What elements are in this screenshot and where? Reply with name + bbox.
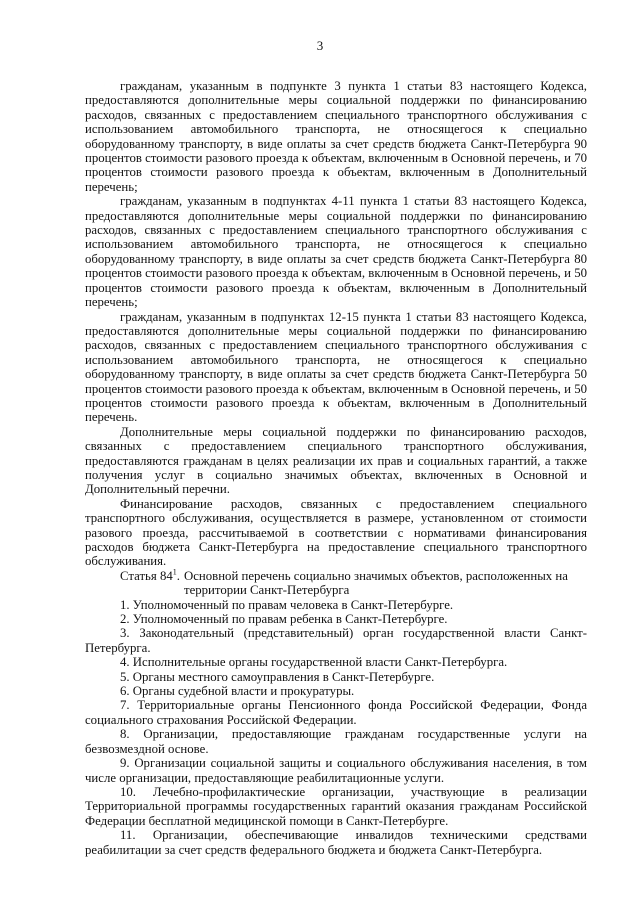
article-number xyxy=(85,569,180,598)
article-title: Основной перечень социально значимых объектов, расположенных на территории Санкт-Петербурга xyxy=(183,568,568,598)
document-body xyxy=(85,79,587,857)
page-number: 3 xyxy=(316,38,324,53)
paragraph: гражданам, указанным в подпунктах 4-11 пункта 1 статьи 83 настоящего Кодекса, предоставляются дополнительные меры социальной поддержки по финансированию расходов, связанных с предоставлением специального транспортного обслуживания с использованием автомобильного транспорта, не относящегося к специально оборудованному транспорту, в виде оплаты за счет средств бюджета Санкт-Петербурга 80 процентов стоимости разового проезда к объектам, включенным в Основной перечень, и 50 процентов стоимости разового проезда к объектам, включенным в Дополнительный перечень; xyxy=(85,194,587,310)
article-heading xyxy=(85,569,587,598)
paragraph: гражданам, указанным в подпунктах 12-15 пункта 1 статьи 83 настоящего Кодекса, предоставляются дополнительные меры социальной поддержки по финансированию расходов, связанных с предоставлением специального транспортного обслуживания с использованием автомобильного транспорта, не относящегося к специально оборудованному транспорту, в виде оплаты за счет средств бюджета Санкт-Петербурга 50 процентов стоимости разового проезда к объектам, включенным в Основной перечень, и 50 процентов стоимости разового проезда к объектам, включенным в Дополнительный перечень. xyxy=(85,309,587,425)
paragraph: Финансирование расходов, связанных с предоставлением специального транспортного обслуживания, осуществляется в размере, установленном от стоимости разового проезда, рассчитываемой в соответствии с нормативами финансирования расходов бюджета Санкт-Петербурга на предоставление специального транспортного обслуживания. xyxy=(85,496,587,569)
list-item: 4. Исполнительные органы государственной власти Санкт-Петербурга. xyxy=(120,655,508,670)
article-superscript: 1 xyxy=(172,567,177,577)
list-item: 2. Уполномоченный по правам ребенка в Санкт-Петербурге. xyxy=(120,612,448,627)
article-suffix: . xyxy=(176,568,180,583)
list-item: 7. Территориальные органы Пенсионного фонда Российской Федерации, Фонда социального страхования Российской Федерации. xyxy=(85,698,587,727)
list-item: 1. Уполномоченный по правам человека в Санкт-Петербурге. xyxy=(120,597,454,612)
paragraph: гражданам, указанным в подпункте 3 пункта 1 статьи 83 настоящего Кодекса, предоставляются дополнительные меры социальной поддержки по финансированию расходов, связанных с предоставлением специального транспортного обслуживания с использованием автомобильного транспорта, не относящегося к специально оборудованному транспорту, в виде оплаты за счет средств бюджета Санкт-Петербурга 90 процентов стоимости разового проезда к объектам, включенным в Основной перечень, и 70 процентов стоимости разового проезда к объектам, включенным в Дополнительный перечень; xyxy=(85,79,587,194)
list-item: 10. Лечебно-профилактические организации, участвующие в реализации Территориальной программы государственных гарантий оказания гражданам Российской Федерации бесплатной медицинской помощи в Санкт-Петербурге. xyxy=(85,784,587,828)
list-item: 6. Органы судебной власти и прокуратуры. xyxy=(120,684,355,699)
list-item: 8. Организации, предоставляющие гражданам государственные услуги на безвозмездной основе. xyxy=(85,727,587,756)
list-item: 5. Органы местного самоуправления в Санкт-Петербурге. xyxy=(120,669,435,684)
list-item: 9. Организации социальной защиты и социального обслуживания населения, в том числе организации, предоставляющие реабилитационные услуги. xyxy=(85,756,587,785)
paragraph: Дополнительные меры социальной поддержки по финансированию расходов, связанных с предоставлением специального транспортного обслуживания, предоставляются гражданам в целях реализации их прав и социальных гарантий, а также получения услуг в социально значимых объектах, включенных в Основной и Дополнительный перечни. xyxy=(85,424,587,497)
list-item: 3. Законодательный (представительный) орган государственной власти Санкт-Петербурга. xyxy=(85,626,587,655)
article-label: Статья 84 xyxy=(120,568,173,583)
list-item: 11. Организации, обеспечивающие инвалидов техническими средствами реабилитации за счет средств федерального бюджета и бюджета Санкт-Петербурга. xyxy=(85,828,587,857)
